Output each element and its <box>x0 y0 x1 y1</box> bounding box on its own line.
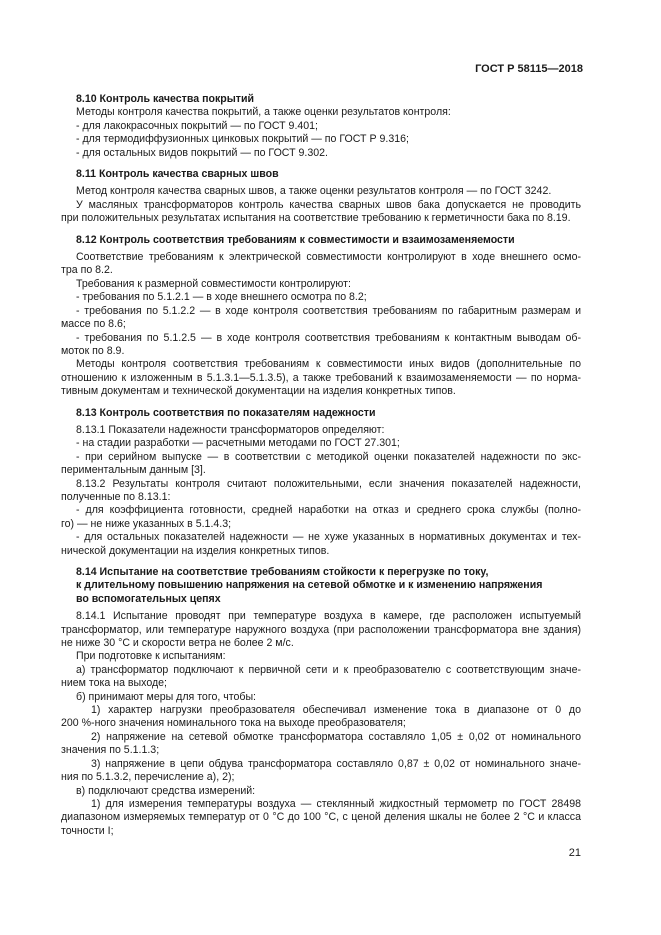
paragraph-cont: при положительных результатах испытания на соответствие требованию к герметичности бака по 8.19. <box>61 212 571 225</box>
list-item-cont: го) — не ниже указанных в 5.1.4.3; <box>61 517 232 530</box>
list-item: - для остальных показателей надежности — не хуже указанных в нормативных документах и тех- <box>76 531 581 544</box>
paragraph-cont: не ниже 30 °С и скорости ветра не более 2 м/с. <box>61 637 294 650</box>
list-item: - для коэффициента готовности, средней наработки на отказ и среднего срока службы (полно- <box>76 504 581 517</box>
list-item-cont: нием тока на выходе; <box>61 677 167 690</box>
list-item: в) подключают средства измерений: <box>76 784 256 797</box>
sub-list-item: 3) напряжение в цепи обдува трансформатора составляло 0,87 ± 0,02 от номинального значе- <box>91 757 581 770</box>
document-body <box>61 93 581 838</box>
section-8-11-title: 8.11 Контроль качества сварных швов <box>76 168 279 181</box>
paragraph: Методы контроля качества покрытий, а также оценки результатов контроля: <box>76 106 451 119</box>
paragraph: При подготовке к испытаниям: <box>76 650 226 663</box>
sub-list-item-cont: значения по 5.1.1.3; <box>61 744 160 757</box>
paragraph-cont: отношению к изложенным в 5.1.3.1—5.1.3.5), а также требований к взаимозаменяемости — по норма- <box>61 371 581 384</box>
paragraph: 8.13.1 Показатели надежности трансформаторов определяют: <box>76 423 385 436</box>
sub-list-item: 1) характер нагрузки преобразователя обеспечивал изменение тока в диапазоне от 0 до <box>91 704 581 717</box>
list-item: а) трансформатор подключают к первичной сети и к преобразователю с соответствующим значе- <box>76 663 581 676</box>
list-item: - для лакокрасочных покрытий — по ГОСТ 9.401; <box>76 119 319 132</box>
sub-list-item-cont: точности I; <box>61 824 114 837</box>
paragraph: Требования к размерной совместимости контролируют: <box>76 277 351 290</box>
paragraph-cont: тивным документам и технической документации на изделия конкретных типов. <box>61 385 456 398</box>
document-header: ГОСТ Р 58115—2018 <box>475 63 583 75</box>
section-8-14-title-cont: к длительному повышению напряжения на сетевой обмотке и к изменению напряжения <box>76 579 543 592</box>
paragraph: 8.13.2 Результаты контроля считают положительными, если значения показателей надежности, <box>76 477 581 490</box>
paragraph: 8.14.1 Испытание проводят при температуре воздуха в камере, где расположен испытуемый <box>76 610 581 623</box>
list-item: - на стадии разработки — расчетными методами по ГОСТ 27.301; <box>76 437 400 450</box>
sub-list-item-cont: 200 %-ного значения номинального тока на выходе преобразователя; <box>61 717 406 730</box>
section-8-13-title: 8.13 Контроль соответствия по показателям надежности <box>76 406 376 419</box>
list-item: - для термодиффузионных цинковых покрытий — по ГОСТ Р 9.316; <box>76 133 409 146</box>
paragraph: Методы контроля соответствия требованиям к совместимости иных видов (дополнительные по <box>76 358 581 371</box>
section-8-14-title: 8.14 Испытание на соответствие требованиям стойкости к перегрузке по току, <box>76 566 489 578</box>
sub-list-item: 2) напряжение на сетевой обмотке трансформатора составляло 1,05 ± 0,02 от номинального <box>91 730 581 743</box>
paragraph: У масляных трансформаторов контроль качества сварных швов бака допускается не проводить <box>76 198 581 211</box>
sub-list-item-cont: ния по 5.1.3.2, перечисление а), 2); <box>61 771 235 784</box>
page-number: 21 <box>568 847 581 859</box>
sub-list-item-cont: диапазоном измеряемых температур от 0 °С до 100 °С, с ценой деления шкалы не более 2 °С и класса <box>61 811 581 824</box>
list-item-cont: моток по 8.9. <box>61 344 125 357</box>
list-item-cont: периментальным данным [3]. <box>61 464 206 477</box>
sub-list-item: 1) для измерения температуры воздуха — стеклянный жидкостный термометр по ГОСТ 28498 <box>91 797 581 810</box>
paragraph-cont: тра по 8.2. <box>61 264 113 277</box>
paragraph-cont: трансформатор, или температуре наружного воздуха (при расположении трансформатора вне здания) <box>61 623 581 636</box>
section-8-12-title: 8.12 Контроль соответствия требованиям к совместимости и взаимозаменяемости <box>76 233 515 246</box>
section-8-14-title-cont: во вспомогательных цепях <box>76 592 221 605</box>
list-item: - требования по 5.1.2.2 — в ходе контроля соответствия требованиям по габаритным размерам и <box>76 304 581 317</box>
list-item-cont: массе по 8.6; <box>61 318 126 331</box>
section-8-10-title: 8.10 Контроль качества покрытий <box>76 93 254 105</box>
paragraph-cont: полученные по 8.13.1: <box>61 490 171 503</box>
list-item: - требования по 5.1.2.1 — в ходе внешнего осмотра по 8.2; <box>76 291 367 304</box>
paragraph: Соответствие требованиям к электрической совместимости контролируют в ходе внешнего осмо- <box>76 251 581 264</box>
list-item: - при серийном выпуске — в соответствии с методикой оценки показателей надежности по экс- <box>76 450 581 463</box>
list-item-cont: нической документации на изделия конкретных типов. <box>61 544 330 557</box>
list-item: - требования по 5.1.2.5 — в ходе контроля соответствия требованиям к контактным выводам об- <box>76 331 581 344</box>
paragraph: Метод контроля качества сварных швов, а также оценки результатов контроля — по ГОСТ 3242. <box>76 185 552 198</box>
list-item: б) принимают меры для того, чтобы: <box>76 690 257 703</box>
list-item: - для остальных видов покрытий — по ГОСТ 9.302. <box>76 146 328 159</box>
